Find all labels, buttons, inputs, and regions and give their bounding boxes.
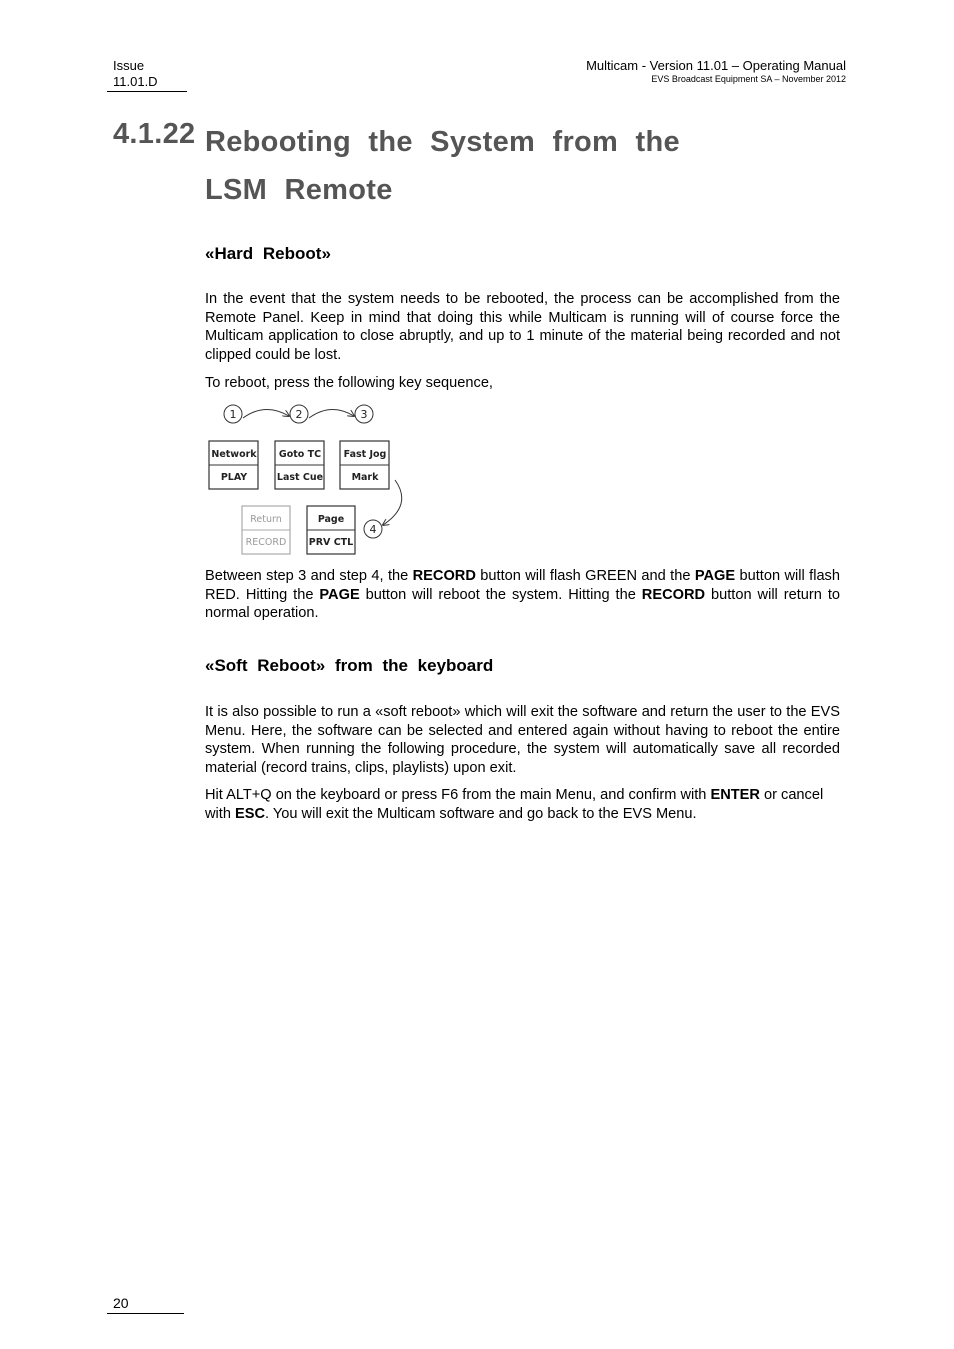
document-subtitle: EVS Broadcast Equipment SA – November 2012 <box>651 74 846 84</box>
arrow-2-to-3 <box>309 409 354 418</box>
issue-label: Issue <box>113 58 145 73</box>
key-network-play <box>209 441 258 489</box>
key-prv-ctl-label: PRV CTL <box>308 537 354 548</box>
key-goto-tc-last-cue <box>275 441 324 489</box>
soft-reboot-intro: It is also possible to run a «soft reboot» which will exit the software and return the user to the EVS Menu. Here, the software can be selected and entered again without having to reboot the entire system. When running the following procedure, the system will automatically save all recorded material (record trains, clips, playlists) upon exit. <box>205 704 840 776</box>
key-return-label: Return <box>250 514 282 525</box>
step-4-marker <box>364 520 382 538</box>
footer-rule <box>107 1313 184 1314</box>
step-2-number: 2 <box>295 408 303 421</box>
section-title: Rebooting the System from the LSM Remote <box>205 126 680 206</box>
hard-reboot-intro: In the event that the system needs to be rebooted, the process can be accomplished from the Remote Panel. Keep in mind that doing this while Multicam is running will of course force the Multicam application to close abruptly, and up to 1 minute of the material being recorded and not clipped could be lost. <box>205 291 840 363</box>
key-goto-tc-label: Goto TC <box>278 449 322 460</box>
step-1-marker <box>224 405 242 423</box>
key-page-label: Page <box>317 514 345 525</box>
arrow-1-to-2 <box>243 409 289 418</box>
page-number: 20 <box>113 1295 129 1311</box>
step-3-marker <box>355 405 373 423</box>
hard-reboot-heading: «Hard Reboot» <box>205 244 331 263</box>
key-last-cue-label: Last Cue <box>276 472 324 483</box>
header-rule <box>107 91 187 92</box>
issue-block <box>113 58 158 90</box>
key-sequence-diagram <box>205 400 415 565</box>
document-header <box>586 58 846 85</box>
step-4-number: 4 <box>369 523 377 536</box>
key-fast-jog-mark <box>340 441 389 489</box>
hard-reboot-instruction: To reboot, press the following key sequence, <box>205 375 493 391</box>
soft-reboot-heading: «Soft Reboot» from the keyboard <box>205 656 494 675</box>
key-return-record <box>242 506 290 554</box>
issue-value: 11.01.D <box>113 74 158 89</box>
key-play-label: PLAY <box>220 472 248 483</box>
document-title: Multicam - Version 11.01 – Operating Manual <box>586 58 846 73</box>
hard-reboot-flash-paragraph: Between step 3 and step 4, the RECORD button will flash GREEN and the PAGE button will flash RED. Hitting the PAGE button will reboot the system. Hitting the RECORD button will return to normal operation. <box>205 568 841 622</box>
section-number: 4.1.22 <box>113 118 196 150</box>
key-page-prv-ctl <box>307 506 355 554</box>
step-3-number: 3 <box>360 408 368 421</box>
step-1-number: 1 <box>229 408 237 421</box>
soft-reboot-procedure: Hit ALT+Q on the keyboard or press F6 from the main Menu, and confirm with ENTER or cancel with ESC. You will exit the Multicam software and go back to the EVS Menu. <box>205 787 824 822</box>
key-mark-label: Mark <box>351 472 379 483</box>
key-fast-jog-label: Fast Jog <box>343 449 387 460</box>
step-2-marker <box>290 405 308 423</box>
key-record-label: RECORD <box>245 537 287 548</box>
key-network-label: Network <box>211 449 257 460</box>
